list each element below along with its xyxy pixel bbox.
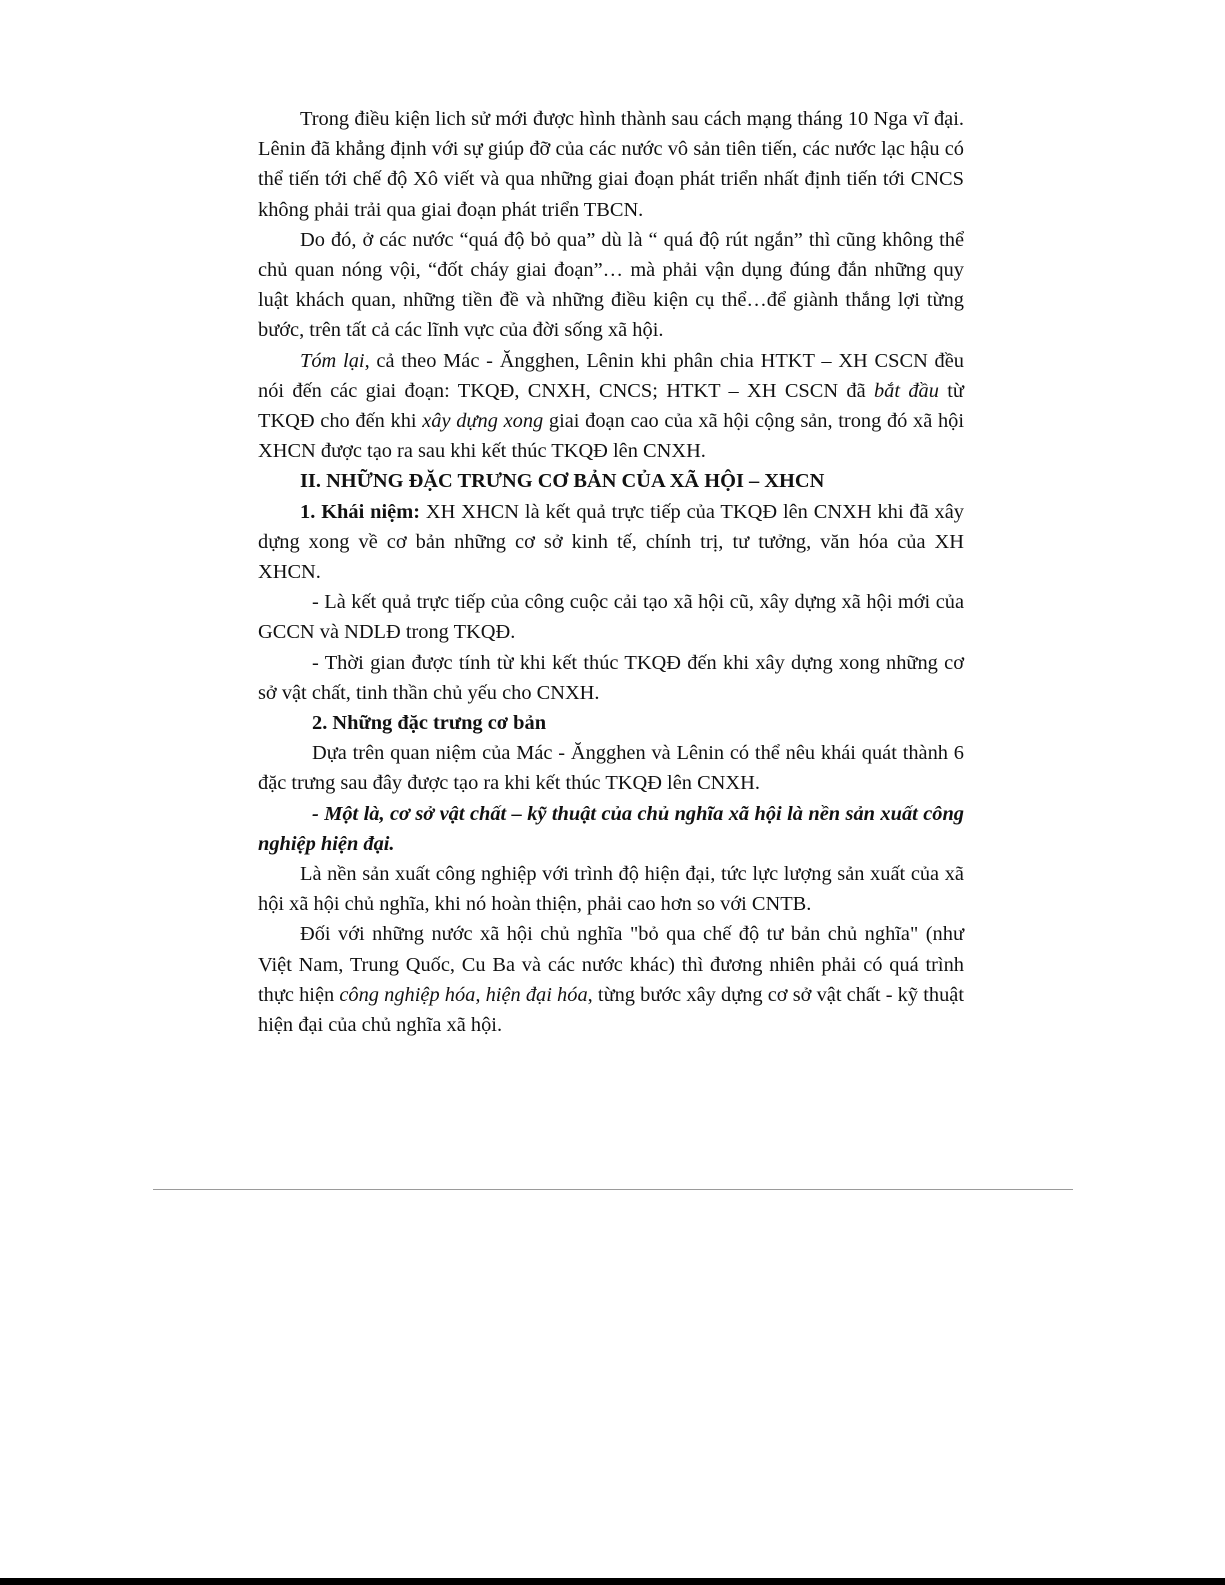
summary-italic-2: xây dựng xong: [422, 410, 544, 433]
paragraph-summary: [258, 346, 964, 467]
bypass-italic: công nghiệp hóa, hiện đại hóa: [339, 983, 588, 1006]
paragraph-direct-result: - Là kết quả trực tiếp của công cuộc cải tạo xã hội cũ, xây dựng xã hội mới của GCCN và NDLĐ trong TKQĐ.: [258, 591, 964, 644]
paragraph-concept: [258, 497, 964, 588]
summary-lead: Tóm lại: [300, 349, 365, 372]
document-page: [258, 104, 964, 1040]
section-heading: II. NHỮNG ĐẶC TRƯNG CƠ BẢN CỦA XÃ HỘI – XHCN: [300, 470, 825, 493]
bypass-text-1: Đối với những nước xã hội chủ nghĩa "bỏ qua chế độ tư bản chủ nghĩa" (như Việt Nam, Trung Quốc, Cu Ba và các nước khác) thì đương nhiên phải có quá trình thực hiện: [258, 923, 964, 1006]
concept-label: 1. Khái niệm:: [300, 500, 420, 523]
paragraph-bypass-capitalism: [258, 919, 964, 1040]
summary-italic-1: bắt đầu: [873, 379, 939, 402]
bypass-text-2: , từng bước xây dựng cơ sở vật chất - kỹ thuật hiện đại của chủ nghĩa xã hội.: [258, 983, 964, 1037]
paragraph-six-features: Dựa trên quan niệm của Mác - Ăngghen và Lênin có thể nêu khái quát thành 6 đặc trưng sau đây được tạo ra khi kết thúc TKQĐ lên CNXH.: [258, 742, 964, 795]
summary-text-3: giai đoạn cao của xã hội cộng sản, trong đó xã hội XHCN được tạo ra sau khi kết thúc TKQĐ lên CNXH.: [258, 410, 964, 463]
paragraph-transition: Do đó, ở các nước “quá độ bỏ qua” dù là “ quá độ rút ngắn” thì cũng không thể chủ quan nóng vội, “đốt cháy giai đoạn”… mà phải vận dụng đúng đắn những quy luật khách quan, những tiền đề và những điều kiện cụ thể…để giành thắng lợi từng bước, trên tất cả các lĩnh vực của đời sống xã hội.: [258, 228, 964, 342]
summary-text-2: từ TKQĐ cho đến khi: [258, 379, 964, 433]
subsection-heading: 2. Những đặc trưng cơ bản: [312, 712, 547, 735]
paragraph-time-span: - Thời gian được tính từ khi kết thúc TKQĐ đến khi xây dựng xong những cơ sở vật chất, tinh thần chủ yếu cho CNXH.: [258, 651, 964, 704]
concept-text: XH XHCN là kết quả trực tiếp của TKQĐ lên CNXH khi đã xây dựng xong về cơ bản những cơ sở kinh tế, chính trị, tư tưởng, văn hóa của XH XHCN.: [258, 500, 964, 584]
paragraph-feature-one: - Một là, cơ sở vật chất – kỹ thuật của chủ nghĩa xã hội là nền sản xuất công nghiệp hiện đại.: [258, 802, 964, 855]
summary-text-1: , cả theo Mác - Ăngghen, Lênin khi phân chia HTKT – XH CSCN đều nói đến các giai đoạn: TKQĐ, CNXH, CNCS; HTKT – XH CSCN đã: [258, 349, 965, 402]
paragraph-historical-conditions: Trong điều kiện lich sử mới được hình thành sau cách mạng tháng 10 Nga vĩ đại. Lênin đã khẳng định với sự giúp đỡ của các nước vô sản tiên tiến, các nước lạc hậu có thể tiến tới chế độ Xô viết và qua những giai đoạn phát triển nhất định tiến tới CNCS không phải trải qua giai đoạn phát triển TBCN.: [258, 108, 964, 221]
paragraph-industrial-production: Là nền sản xuất công nghiệp với trình độ hiện đại, tức lực lượng sản xuất của xã hội xã hội chủ nghĩa, khi nó hoàn thiện, phải cao hơn so với CNTB.: [258, 863, 964, 916]
bottom-edge-bar: [0, 1578, 1225, 1585]
page-divider: [153, 1189, 1073, 1190]
